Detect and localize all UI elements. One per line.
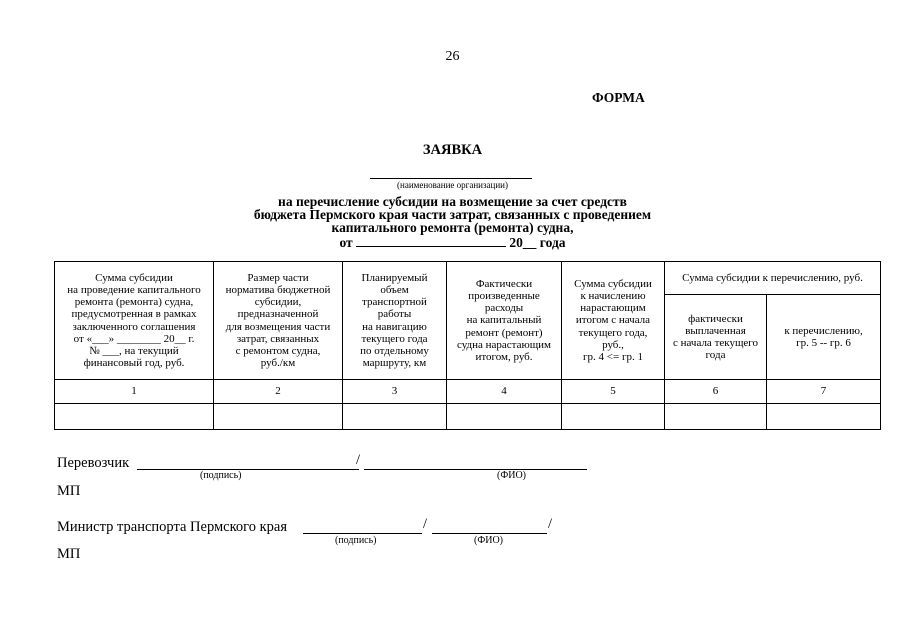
col-number-6: 6 [665, 380, 767, 404]
carrier-label: Перевозчик [57, 455, 130, 471]
data-cell-3 [343, 404, 447, 430]
col-header-2: Размер части норматива бюджетной субсидии, предназначенной для возмещения части затрат, связанных с ремонтом судна, руб./км [214, 262, 343, 380]
heading-line-1: на перечисление субсидии на возмещение за счет средств [278, 194, 627, 209]
data-cell-7 [767, 404, 881, 430]
col-number-3: 3 [343, 380, 447, 404]
date-prefix: от [339, 235, 353, 250]
data-cell-6 [665, 404, 767, 430]
minister-label: Министр транспорта Пермского края [57, 519, 288, 535]
document-heading [0, 195, 905, 234]
heading-line-2: бюджета Пермского края части затрат, связанных с проведением [253, 207, 652, 222]
minister-name-caption: (ФИО) [474, 535, 504, 546]
carrier-signature-line [137, 469, 359, 470]
empty-data-row [55, 404, 881, 430]
carrier-name-caption: (ФИО) [497, 470, 527, 481]
minister-name-line [432, 533, 547, 534]
col-number-5: 5 [562, 380, 665, 404]
minister-signature-line [303, 533, 422, 534]
col-number-2: 2 [214, 380, 343, 404]
col-number-1: 1 [55, 380, 214, 404]
date-year: 20__ года [509, 235, 566, 250]
minister-signature-caption: (подпись) [335, 535, 377, 546]
minister-slash-1: / [423, 516, 428, 532]
column-numbers-row [55, 380, 881, 404]
date-blank [356, 235, 506, 247]
organization-caption: (наименование организации) [397, 180, 508, 190]
col-number-4: 4 [447, 380, 562, 404]
heading-date-line [0, 235, 905, 251]
col-number-7: 7 [767, 380, 881, 404]
subsidy-table [54, 261, 881, 430]
col-header-7: к перечислению, гр. 5 -- гр. 6 [767, 295, 881, 380]
carrier-name-line [364, 469, 587, 470]
document-title: ЗАЯВКА [422, 142, 483, 158]
col-header-4: Фактически произведенные расходы на капитальный ремонт (ремонт) судна нарастающим итогом, руб. [447, 262, 562, 380]
heading-line-3: капитального ремонта (ремонта) судна, [331, 220, 574, 235]
carrier-signature-caption: (подпись) [200, 470, 242, 481]
minister-slash-2: / [548, 516, 553, 532]
form-label: ФОРМА [592, 90, 645, 105]
carrier-slash: / [356, 452, 361, 468]
col-header-5: Сумма субсидии к начислению нарастающим итогом с начала текущего года, руб., гр. 4 <= гр. 1 [562, 262, 665, 380]
data-cell-5 [562, 404, 665, 430]
page-number: 26 [445, 49, 460, 64]
data-cell-4 [447, 404, 562, 430]
col-header-3: Планируемый объем транспортной работы на навигацию текущего года по отдельному маршруту, км [343, 262, 447, 380]
carrier-seal: МП [57, 483, 81, 499]
col-header-1 [55, 262, 214, 380]
col1-text: Сумма субсидии на проведение капитального ремонта (ремонта) судна, предусмотренная в рамках заключенного соглашения от «___» ________ 20__ г. № ___, на текущий финансовый год, руб. [67, 271, 201, 370]
organization-name-line [370, 178, 532, 179]
data-cell-1 [55, 404, 214, 430]
minister-seal: МП [57, 546, 81, 562]
data-cell-2 [214, 404, 343, 430]
col-header-6: фактически выплаченная с начала текущего года [665, 295, 767, 380]
group-header: Сумма субсидии к перечислению, руб. [665, 262, 881, 295]
